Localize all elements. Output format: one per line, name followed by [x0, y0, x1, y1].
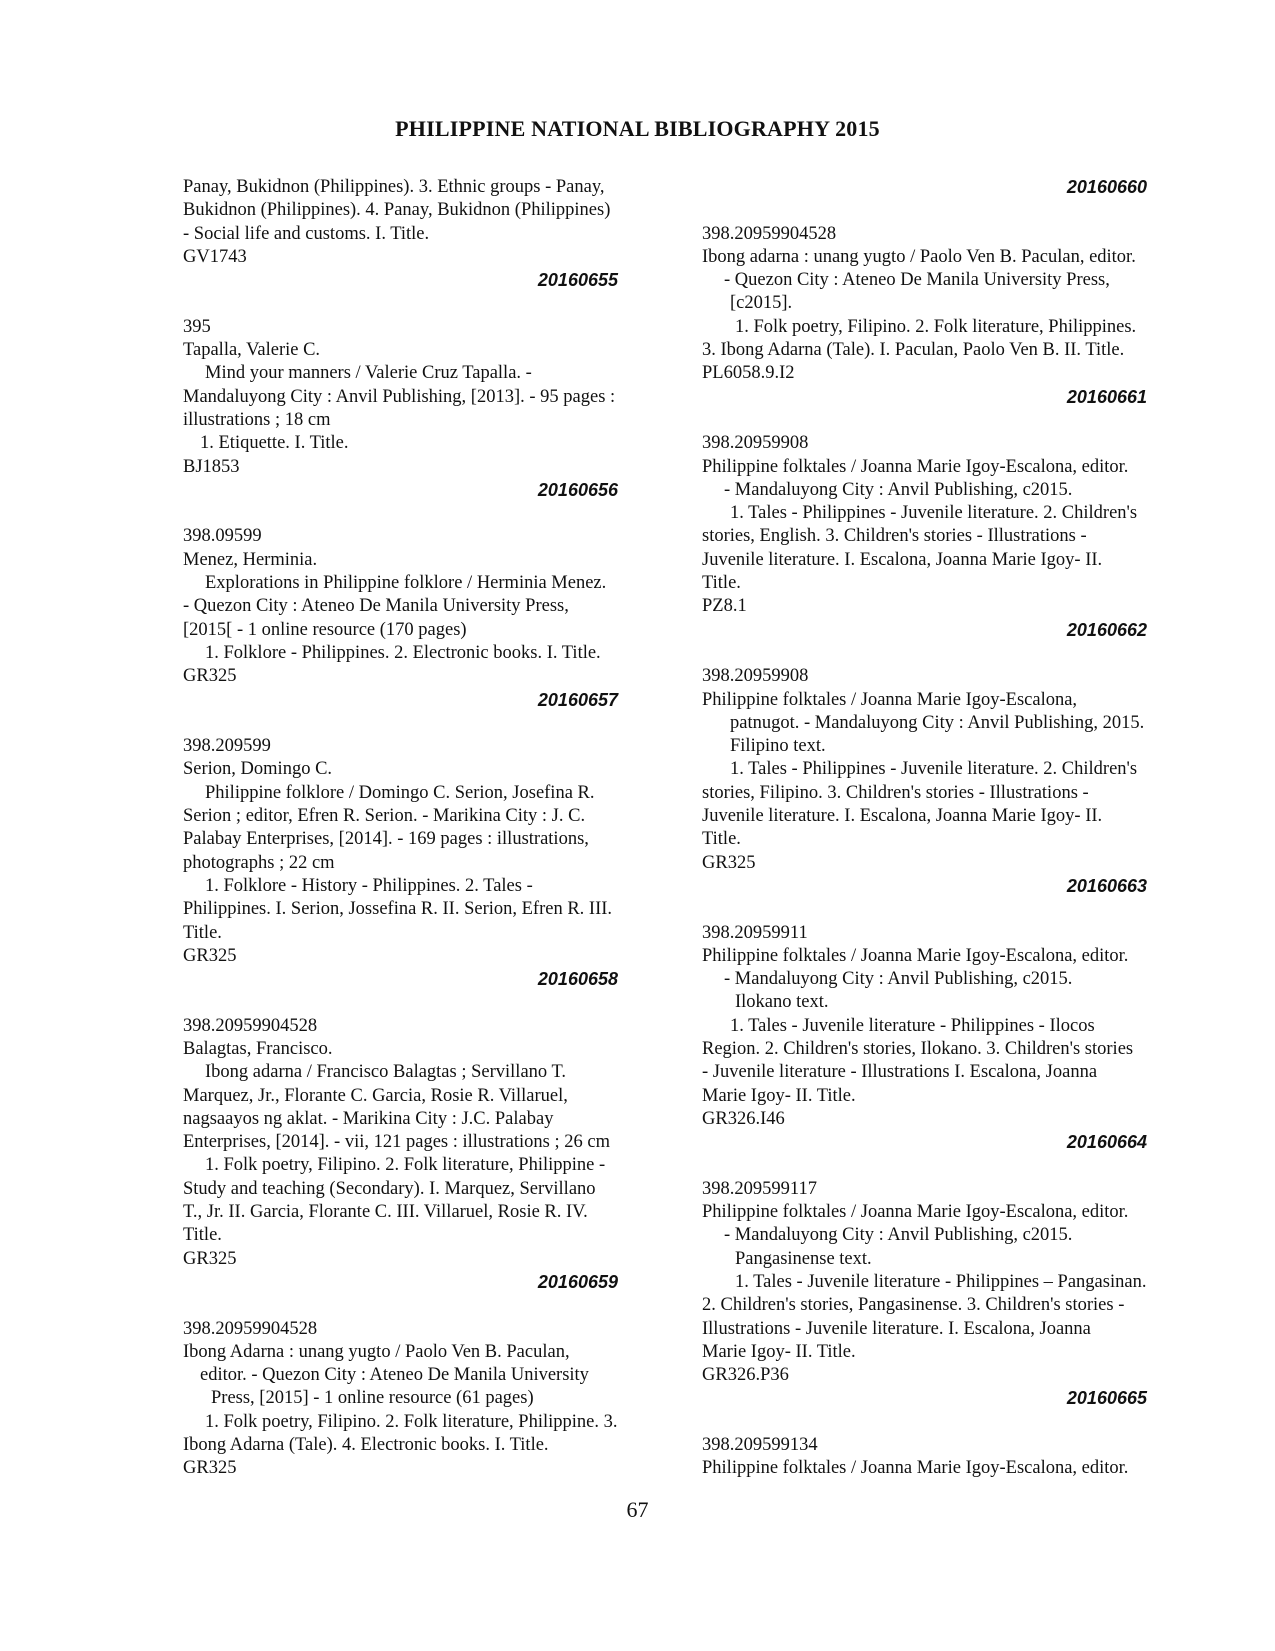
bibliographic-entry	[183, 176, 668, 292]
entry-line: T., Jr. II. Garcia, Florante C. III. Villaruel, Rosie R. IV.	[183, 1202, 588, 1223]
accession-number: 20160660	[1066, 177, 1147, 197]
entry-line: - Mandaluyong City : Anvil Publishing, c2015.	[724, 969, 1073, 990]
accession-number: 20160655	[537, 270, 618, 291]
entry-spacer	[702, 1154, 1194, 1177]
entry-line: 3. Ibong Adarna (Tale). I. Paculan, Paolo Ven B. II. Title.	[702, 340, 1125, 361]
entry-line: Philippine folktales / Joanna Marie Igoy-Escalona,	[702, 689, 1078, 710]
entry-spacer	[183, 1294, 668, 1317]
entry-line: - Quezon City : Ateneo De Manila University Press,	[724, 270, 1110, 291]
entry-line: 1. Folklore - Philippines. 2. Electronic books. I. Title.	[205, 642, 601, 663]
entry-line: Title.	[183, 1225, 222, 1246]
entry-line: Title.	[702, 829, 741, 850]
entry-line: 1. Folk poetry, Filipino. 2. Folk literature, Philippines.	[735, 316, 1137, 337]
entry-line: - Juvenile literature - Illustrations I. Escalona, Joanna	[702, 1062, 1098, 1083]
entry-line: Ibong Adarna : unang yugto / Paolo Ven B. Paculan,	[183, 1341, 570, 1362]
entry-line: stories, English. 3. Children's stories - Illustrations -	[702, 526, 1087, 547]
entry-spacer	[702, 1411, 1194, 1434]
right-column	[702, 176, 1194, 1481]
accession-number: 20160665	[1066, 1388, 1147, 1409]
entry-line: 398.209599	[183, 736, 271, 757]
entry-line: Ibong adarna : unang yugto / Paolo Ven B. Paculan, editor.	[702, 246, 1136, 267]
entry-line: PL6058.9.I2	[702, 363, 795, 384]
entry-line: Ilokano text.	[735, 992, 829, 1013]
accession-number: 20160662	[1066, 619, 1147, 640]
entry-line: 398.20959908	[702, 666, 809, 687]
entry-line: 398.20959908	[702, 433, 809, 454]
entry-line: Study and teaching (Secondary). I. Marquez, Servillano	[183, 1178, 596, 1199]
entry-line: Mind your manners / Valerie Cruz Tapalla. -	[205, 363, 532, 384]
entry-line: Juvenile literature. I. Escalona, Joanna Marie Igoy- II.	[702, 549, 1103, 570]
entry-line: 398.20959904528	[702, 223, 837, 244]
entry-line: GR326.P36	[702, 1365, 789, 1386]
entry-line: Ibong adarna / Francisco Balagtas ; Servillano T.	[205, 1062, 566, 1083]
entry-line: - Mandaluyong City : Anvil Publishing, c2015.	[724, 1225, 1073, 1246]
bibliographic-entry	[183, 525, 668, 711]
entry-line: 398.20959904528	[183, 1318, 318, 1339]
entry-line: GR325	[702, 852, 756, 873]
entry-line: 2. Children's stories, Pangasinense. 3. Children's stories -	[702, 1295, 1125, 1316]
entry-line: GR325	[183, 666, 237, 687]
bibliographic-entry	[183, 735, 668, 991]
entry-line: Tapalla, Valerie C.	[183, 340, 321, 361]
entry-line: Balagtas, Francisco.	[183, 1038, 333, 1059]
entry-line: Title.	[702, 573, 741, 594]
entry-line: 1. Folk poetry, Filipino. 2. Folk literature, Philippine -	[205, 1155, 606, 1176]
accession-number: 20160659	[537, 1271, 618, 1292]
entry-line: GV1743	[183, 246, 247, 267]
bibliographic-entry	[702, 1178, 1194, 1411]
entry-line: GR325	[183, 1248, 237, 1269]
entry-line: 1. Tales - Philippines - Juvenile literature. 2. Children's	[730, 503, 1138, 524]
entry-line: Marquez, Jr., Florante C. Garcia, Rosie R. Villaruel,	[183, 1085, 568, 1106]
entry-line: 1. Tales - Philippines - Juvenile literature. 2. Children's	[730, 759, 1138, 780]
bibliographic-entry	[702, 432, 1194, 642]
entry-line: photographs ; 22 cm	[183, 852, 335, 873]
entry-line: editor. - Quezon City : Ateneo De Manila University	[200, 1365, 589, 1386]
entry-line: 1. Tales - Juvenile literature - Philippines – Pangasinan.	[735, 1271, 1147, 1292]
page-number: 67	[626, 1497, 649, 1522]
entry-line: Illustrations - Juvenile literature. I. Escalona, Joanna	[702, 1318, 1091, 1339]
entry-line: Philippine folktales / Joanna Marie Igoy-Escalona, editor.	[702, 1458, 1129, 1479]
entry-spacer	[702, 199, 1194, 222]
entry-line: Title.	[183, 922, 222, 943]
entry-spacer	[702, 642, 1194, 665]
accession-number: 20160664	[1066, 1132, 1147, 1153]
entry-line: Explorations in Philippine folklore / Herminia Menez.	[205, 573, 607, 594]
entry-line: - Mandaluyong City : Anvil Publishing, c2015.	[724, 479, 1073, 500]
entry-line: 395	[183, 316, 211, 337]
bibliographic-entry	[702, 1434, 1194, 1481]
entry-spacer	[183, 712, 668, 735]
entry-line: Ibong Adarna (Tale). 4. Electronic books. I. Title.	[183, 1435, 549, 1456]
entry-line: Filipino text.	[730, 736, 826, 757]
entry-line: nagsaayos ng aklat. - Marikina City : J.C. Palabay	[183, 1108, 554, 1129]
entry-line: PZ8.1	[702, 596, 747, 617]
entry-line: Philippine folktales / Joanna Marie Igoy-Escalona, editor.	[702, 456, 1129, 477]
entry-line: 1. Folklore - History - Philippines. 2. Tales -	[205, 875, 533, 896]
entry-line: patnugot. - Mandaluyong City : Anvil Publishing, 2015.	[730, 712, 1145, 733]
accession-number: 20160657	[537, 689, 618, 710]
entry-line: Panay, Bukidnon (Philippines). 3. Ethnic groups - Panay,	[183, 177, 605, 197]
entry-line: 1. Etiquette. I. Title.	[200, 433, 349, 454]
bibliographic-entry	[183, 1318, 668, 1481]
entry-line: Palabay Enterprises, [2014]. - 169 pages : illustrations,	[183, 829, 589, 850]
entry-line: Bukidnon (Philippines). 4. Panay, Bukidnon (Philippines)	[183, 200, 611, 221]
entry-line: GR326.I46	[702, 1108, 785, 1129]
entry-spacer	[183, 292, 668, 315]
entry-line: Pangasinense text.	[735, 1248, 872, 1269]
entry-line: [2015[ - 1 online resource (170 pages)	[183, 619, 467, 640]
entry-line: 398.20959904528	[183, 1015, 318, 1036]
entry-spacer	[183, 502, 668, 525]
entry-line: 398.209599134	[702, 1435, 818, 1456]
entry-line: 398.20959911	[702, 922, 808, 943]
entry-line: Serion ; editor, Efren R. Serion. - Marikina City : J. C.	[183, 806, 586, 827]
entry-line: - Social life and customs. I. Title.	[183, 223, 430, 244]
left-column	[183, 176, 668, 1481]
bibliographic-entry	[702, 665, 1194, 898]
entry-line: Philippines. I. Serion, Jossefina R. II. Serion, Efren R. III.	[183, 899, 613, 920]
accession-number: 20160661	[1066, 386, 1147, 407]
entry-line: GR325	[183, 1458, 237, 1479]
entry-line: Enterprises, [2014]. - vii, 121 pages : illustrations ; 26 cm	[183, 1132, 610, 1153]
accession-number: 20160656	[537, 479, 618, 500]
entry-line: - Quezon City : Ateneo De Manila University Press,	[183, 596, 569, 617]
entry-line: Marie Igoy- II. Title.	[702, 1341, 856, 1362]
entry-line: illustrations ; 18 cm	[183, 409, 331, 430]
entry-spacer	[702, 898, 1194, 921]
entry-line: 398.09599	[183, 526, 262, 547]
entry-line: Philippine folktales / Joanna Marie Igoy-Escalona, editor.	[702, 945, 1129, 966]
bibliographic-entry	[183, 1015, 668, 1295]
entry-line: Philippine folklore / Domingo C. Serion, Josefina R.	[205, 782, 595, 803]
accession-number: 20160663	[1066, 875, 1147, 896]
entry-line: 1. Tales - Juvenile literature - Philippines - Ilocos	[730, 1015, 1095, 1036]
entry-line: Philippine folktales / Joanna Marie Igoy-Escalona, editor.	[702, 1202, 1129, 1223]
bibliographic-entry	[183, 316, 668, 502]
bibliographic-entry	[702, 223, 1194, 409]
entry-line: BJ1853	[183, 456, 240, 477]
entry-spacer	[183, 991, 668, 1014]
entry-line: GR325	[183, 945, 237, 966]
entry-line: Serion, Domingo C.	[183, 759, 333, 780]
entry-line: Mandaluyong City : Anvil Publishing, [2013]. - 95 pages :	[183, 386, 616, 407]
entry-line: stories, Filipino. 3. Children's stories - Illustrations -	[702, 782, 1089, 803]
bibliographic-entry	[702, 922, 1194, 1155]
page-title: PHILIPPINE NATIONAL BIBLIOGRAPHY 2015	[395, 116, 880, 141]
entry-spacer	[702, 409, 1194, 432]
entry-line: Press, [2015] - 1 online resource (61 pages)	[211, 1388, 534, 1409]
accession-number: 20160658	[537, 969, 618, 990]
entry-line: Region. 2. Children's stories, Ilokano. 3. Children's stories	[702, 1038, 1134, 1059]
entry-line: 1. Folk poetry, Filipino. 2. Folk literature, Philippine. 3.	[205, 1411, 618, 1432]
entry-line: Menez, Herminia.	[183, 549, 318, 570]
entry-line: 398.209599117	[702, 1178, 817, 1199]
entry-line: Marie Igoy- II. Title.	[702, 1085, 856, 1106]
entry-line: [c2015].	[730, 293, 793, 314]
entry-line: Juvenile literature. I. Escalona, Joanna Marie Igoy- II.	[702, 806, 1103, 827]
